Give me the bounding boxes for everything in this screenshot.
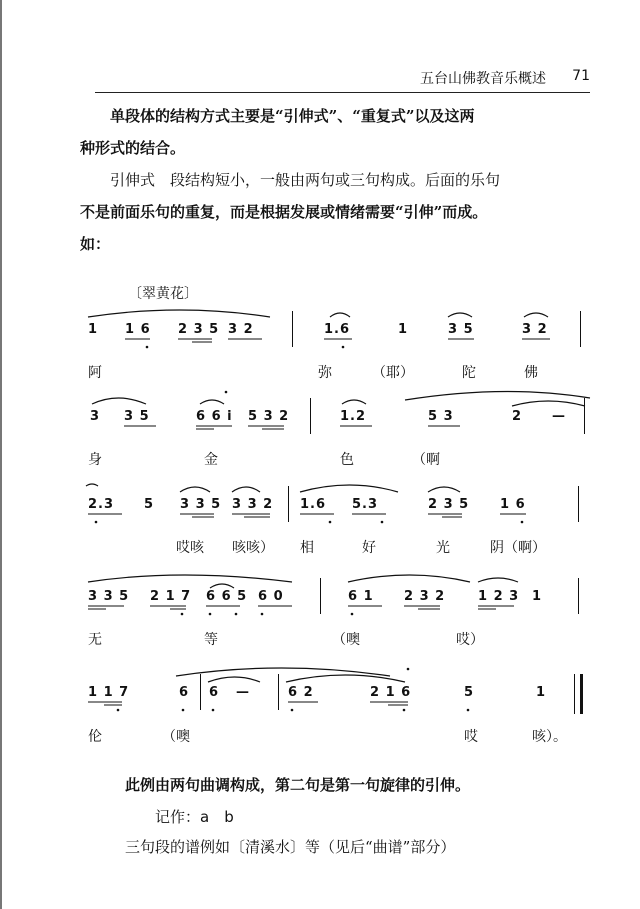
bar-line <box>310 398 311 434</box>
lyric: 阿 <box>88 365 102 381</box>
lyric: 哎咳 <box>176 540 204 556</box>
bar-line <box>584 398 585 434</box>
score-note: 3 3 5 <box>180 497 222 512</box>
bar-line <box>574 674 575 714</box>
notation-line <box>155 806 234 827</box>
lyric: 佛 <box>524 365 538 381</box>
lyric: 哎 <box>464 729 478 745</box>
score-note: 1 <box>398 322 409 337</box>
score-note: 5 3 2 <box>248 409 290 424</box>
lyric: 咳）。 <box>532 729 567 745</box>
score-note: 2 3 2 <box>404 589 446 604</box>
score-note: 1 6 <box>125 322 151 337</box>
yinshen-line-1 <box>80 164 595 196</box>
score-note: 2 3 5 <box>178 322 220 337</box>
score-note: 6 0 <box>258 589 284 604</box>
score-note: 3 3 5 <box>88 589 130 604</box>
score-note: 2 3 5 <box>428 497 470 512</box>
score-note: 6 6 5 <box>206 589 248 604</box>
score-note: 2 1 7 <box>150 589 192 604</box>
score-note: 6 6 i <box>196 409 233 424</box>
score-note: 5.3 <box>352 497 379 512</box>
score-note: — <box>552 409 566 424</box>
conclusion-line-1: 此例由两句曲调构成，第二句是第一句旋律的引伸。 <box>125 776 471 794</box>
lyric: 好 <box>362 540 376 556</box>
lyric: 伦 <box>88 729 102 745</box>
score-note: 6 <box>209 685 220 700</box>
yinshen-line-2: 不是前面乐句的重复，而是根据发展或情绪需要“引伸”而成。 <box>80 203 488 221</box>
score-note: 6 <box>179 685 190 700</box>
intro-line-1: 单段体的结构方式主要是“引伸式”、“重复式”以及这两 <box>110 107 475 125</box>
lyric: （啊 <box>412 452 440 468</box>
bar-line <box>320 578 321 614</box>
score-note: 3 <box>90 409 101 424</box>
score-note: 3 5 <box>124 409 150 424</box>
score-title: 〔翠黄花〕 <box>128 286 198 302</box>
final-bar-line <box>580 674 583 714</box>
bar-line <box>580 311 581 347</box>
score-note: 2.3 <box>88 497 115 512</box>
score-note: 3 2 <box>228 322 254 337</box>
bar-line <box>288 486 289 522</box>
score-note: 6 2 <box>288 685 314 700</box>
running-header <box>380 68 590 90</box>
lyric: 陀 <box>462 365 476 381</box>
score-note: 3 2 <box>522 322 548 337</box>
score-note: 1.6 <box>300 497 327 512</box>
intro-paragraph <box>80 100 595 164</box>
score-note: 1.2 <box>340 409 367 424</box>
page-number: 71 <box>572 68 590 84</box>
conclusion-line-3: 三句段的谱例如〔清溪水〕等（见后“曲谱”部分） <box>125 838 456 856</box>
lyric: 身 <box>88 452 102 468</box>
score-note: 3 5 <box>448 322 474 337</box>
bar-line <box>200 674 201 710</box>
score-note: 1 6 <box>500 497 526 512</box>
lyric: 金 <box>204 452 218 468</box>
score-note: 6 1 <box>348 589 374 604</box>
score-note: 1 2 3 <box>478 589 520 604</box>
score-note: 1 <box>532 589 543 604</box>
bar-line <box>292 311 293 347</box>
score-note: 1 1 7 <box>88 685 130 700</box>
bar-line <box>278 674 279 710</box>
yinshen-line-1-text: 段结构短小，一般由两句或三句构成。后面的乐句 <box>170 171 501 189</box>
lyric: 无 <box>88 632 102 648</box>
lyric: 弥 <box>318 365 332 381</box>
score-note: 1.6 <box>324 322 351 337</box>
score-note: 3 3 2 <box>232 497 274 512</box>
lyric: （噢 <box>162 729 190 745</box>
score-note: 1 <box>536 685 547 700</box>
notation-value: a b <box>200 808 234 826</box>
lyric: 色 <box>340 452 354 468</box>
lyric: 相 <box>300 540 314 556</box>
score-note: 2 <box>512 409 523 424</box>
lyric: （噢 <box>332 632 360 648</box>
lyric: 等 <box>204 632 218 648</box>
score-note: 5 <box>464 685 475 700</box>
yinshen-term: 引伸式 <box>110 171 156 189</box>
lyric: 阴（啊） <box>490 540 546 556</box>
lyric: （耶） <box>372 365 414 381</box>
intro-line-2: 种形式的结合。 <box>80 139 186 157</box>
score-note: 2 1 6 <box>370 685 412 700</box>
yinshen-paragraph <box>80 164 595 260</box>
lyric: 光 <box>436 540 450 556</box>
header-title: 五台山佛教音乐概述 <box>420 71 546 87</box>
lyric: 咳咳） <box>232 540 274 556</box>
notation-label: 记作： <box>155 808 201 826</box>
score-note: 1 <box>88 322 99 337</box>
score-note: 5 <box>144 497 155 512</box>
score-note: — <box>236 685 250 700</box>
yinshen-line-3: 如： <box>80 235 111 253</box>
lyric: 哎） <box>456 632 484 648</box>
score-note: 5 3 <box>428 409 454 424</box>
bar-line <box>578 486 579 522</box>
header-rule <box>95 92 590 93</box>
bar-line <box>578 578 579 614</box>
